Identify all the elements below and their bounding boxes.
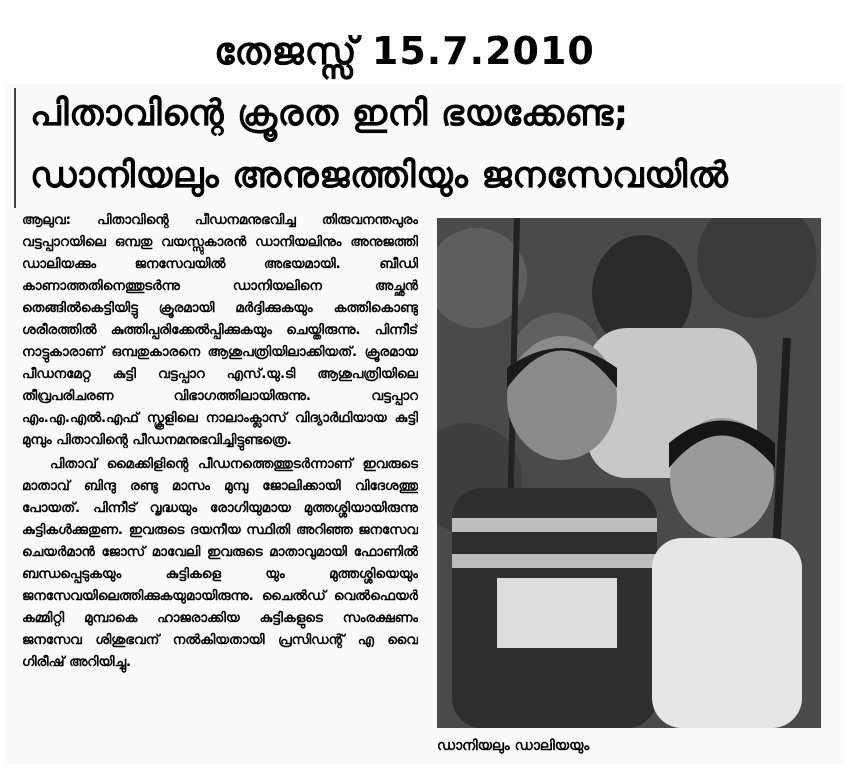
article-paragraph-1 bbox=[22, 210, 418, 452]
article-body bbox=[22, 210, 418, 758]
headline-line-1: പിതാവിന്റെ ക്രൂരത ഇനി ഭയക്കേണ്ട; bbox=[30, 93, 629, 134]
newspaper-masthead-date: തേജസ്സ് 15.7.2010 bbox=[214, 29, 595, 73]
news-photo-children-on-swing bbox=[437, 218, 821, 728]
photo-illustration bbox=[437, 218, 821, 728]
article-dateline: ആലുവ: bbox=[22, 213, 71, 228]
article-paragraph-1-text: പിതാവിന്റെ പീഡനമനുഭവിച്ച തിരുവനന്തപുരം വട്ടപ്പാറയിലെ ഒമ്പതു വയസ്സുകാരൻ ഡാനിയലിനും അനുജത്തി ഡാലിയക്കും ജനസേവയിൽ അഭയമായി. ബീഡി കാണാത്തതിനെത്തുടർന്നു ഡാനിയലിനെ അച്ഛൻ തെങ്ങിൽകെട്ടിയിട്ടു ക്രൂരമായി മർദ്ദിക്കുകയും കത്തികൊണ്ടു ശരീരത്തിൽ കുത്തിപ്പരിക്കേൽപ്പിക്കുകയും ചെയ്തിരുന്നു. പിന്നീട് നാട്ടുകാരാണ് ഒമ്പതുകാരനെ ആശുപത്രിയിലാക്കിയത്. ക്രൂരമായ പീഡനമേറ്റ കുട്ടി വട്ടപ്പാറ എസ്.യു.ടി ആശുപത്രിയിലെ തീവ്രപരിചരണ വിഭാഗത്തിലായിരുന്നു. വട്ടപ്പാറ എം.എ.എൽ.എഫ് സ്കൂളിലെ നാലാംക്ലാസ് വിദ്യാർഥിയായ കുട്ടി മുമ്പും പിതാവിന്റെ പീഡനമനുഭവിച്ചിട്ടുണ്ടത്രെ. bbox=[22, 213, 418, 448]
photo-caption: ഡാനിയലും ഡാലിയയും bbox=[437, 738, 590, 754]
column-rule bbox=[14, 88, 16, 208]
headline-line-2: ഡാനിയലും അനുജത്തിയും ജനസേവയിൽ bbox=[30, 155, 729, 196]
article-paragraph-2: പിതാവ് മൈക്കിളിന്റെ പീഡനത്തെത്തുടർന്നാണ് ഇവരുടെ മാതാവ് ബിന്ദു രണ്ടു മാസം മുമ്പു ജോലിക്കായി വിദേശത്തു പോയത്. പിന്നീട് വൃദ്ധയും രോഗിയുമായ മുത്തശ്ശിയായിരുന്നു കുട്ടികൾക്കുതുണ. ഇവരുടെ ദയനീയ സ്ഥിതി അറിഞ്ഞ ജനസേവ ചെയർമാൻ ജോസ് മാവേലി ഇവരുടെ മാതാവുമായി ഫോണിൽ ബന്ധപ്പെടുകയും കുട്ടികളെ യും മുത്തശ്ശിയെയും ജനസേവയിലെത്തിക്കുകയുമായിരുന്നു. ചൈൽഡ് വെൽഫെയർ കമ്മിറ്റി മുമ്പാകെ ഹാജരാക്കിയ കുട്ടികളുടെ സംരക്ഷണം ജനസേവ ശിശുഭവന് നൽകിയതായി പ്രസിഡന്റ് എ വൈ ഗിരീഷ് അറിയിച്ചു. bbox=[22, 457, 418, 670]
